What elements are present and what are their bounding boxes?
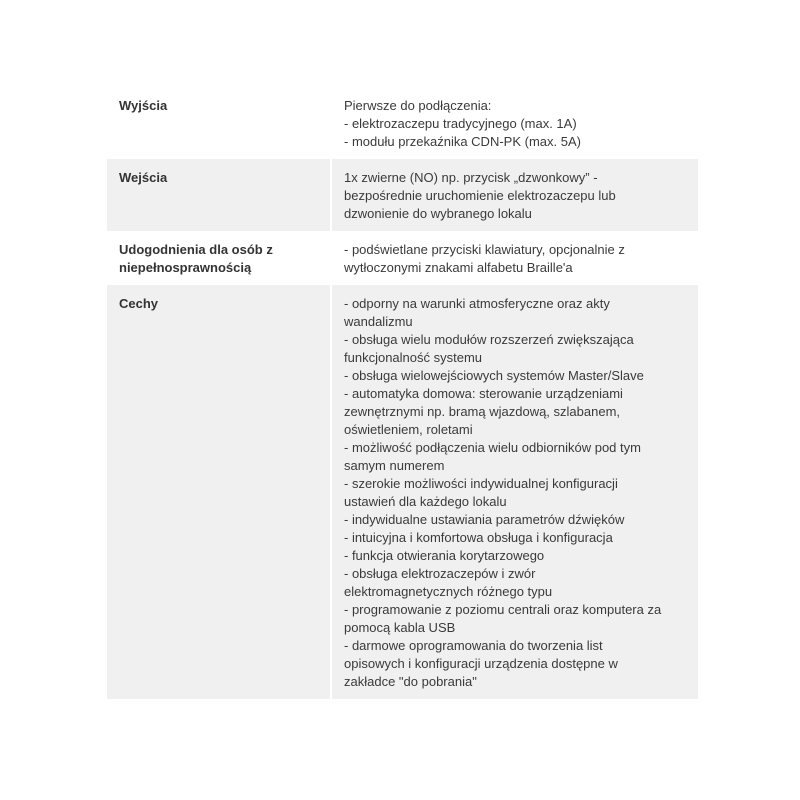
- value-line: - modułu przekaźnika CDN-PK (max. 5A): [344, 134, 581, 149]
- spec-row-label: Wejścia: [107, 159, 331, 231]
- value-line: zewnętrznymi np. bramą wjazdową, szlabanem,: [344, 404, 621, 419]
- value-line: samym numerem: [344, 458, 445, 473]
- spec-row-label: Cechy: [107, 285, 331, 699]
- value-line: wandalizmu: [344, 314, 413, 329]
- value-line: elektromagnetycznych różnego typu: [344, 584, 553, 599]
- value-line: - obsługa wielu modułów rozszerzeń zwiększająca: [344, 332, 634, 347]
- value-line: pomocą kabla USB: [344, 620, 456, 635]
- value-line: - funkcja otwierania korytarzowego: [344, 548, 545, 563]
- value-line: - elektrozaczepu tradycyjnego (max. 1A): [344, 116, 577, 131]
- value-line: - darmowe oprogramowania do tworzenia list: [344, 638, 603, 653]
- value-line: - automatyka domowa: sterowanie urządzeniami: [344, 386, 623, 401]
- value-line: ustawień dla każdego lokalu: [344, 494, 507, 509]
- spec-table: [107, 87, 698, 699]
- value-line: - obsługa elektrozaczepów i zwór: [344, 566, 536, 581]
- value-line: bezpośrednie uruchomienie elektrozaczepu lub: [344, 188, 616, 203]
- spec-row-value: [331, 285, 698, 699]
- value-line: - możliwość podłączenia wielu odbiorników pod tym: [344, 440, 641, 455]
- spec-row-label: Wyjścia: [107, 87, 331, 159]
- value-line: dzwonienie do wybranego lokalu: [344, 206, 532, 221]
- spec-table-body: [107, 87, 698, 699]
- spec-row-outputs: [107, 87, 698, 159]
- spec-row-inputs: [107, 159, 698, 231]
- value-line: oświetleniem, roletami: [344, 422, 473, 437]
- value-line: - obsługa wielowejściowych systemów Master/Slave: [344, 368, 644, 383]
- value-line: opisowych i konfiguracji urządzenia dostępne w: [344, 656, 618, 671]
- value-line: - intuicyjna i komfortowa obsługa i konfiguracja: [344, 530, 613, 545]
- spec-row-value: [331, 87, 698, 159]
- value-line: Pierwsze do podłączenia:: [344, 98, 492, 113]
- value-line: 1x zwierne (NO) np. przycisk „dzwonkowy” -: [344, 170, 598, 185]
- spec-row-value: [331, 231, 698, 285]
- spec-row-label: Udogodnienia dla osób z niepełnosprawnością: [107, 231, 331, 285]
- value-line: - indywidualne ustawiania parametrów dźwięków: [344, 512, 625, 527]
- spec-row-value: [331, 159, 698, 231]
- spec-row-accessibility: [107, 231, 698, 285]
- value-line: zakładce "do pobrania": [344, 674, 477, 689]
- value-line: - programowanie z poziomu centrali oraz komputera za: [344, 602, 662, 617]
- spec-row-features: [107, 285, 698, 699]
- value-line: - podświetlane przyciski klawiatury, opcjonalnie z: [344, 242, 625, 257]
- value-line: funkcjonalność systemu: [344, 350, 483, 365]
- value-line: - odporny na warunki atmosferyczne oraz akty: [344, 296, 610, 311]
- value-line: - szerokie możliwości indywidualnej konfiguracji: [344, 476, 618, 491]
- value-line: wytłoczonymi znakami alfabetu Braille'a: [344, 260, 573, 275]
